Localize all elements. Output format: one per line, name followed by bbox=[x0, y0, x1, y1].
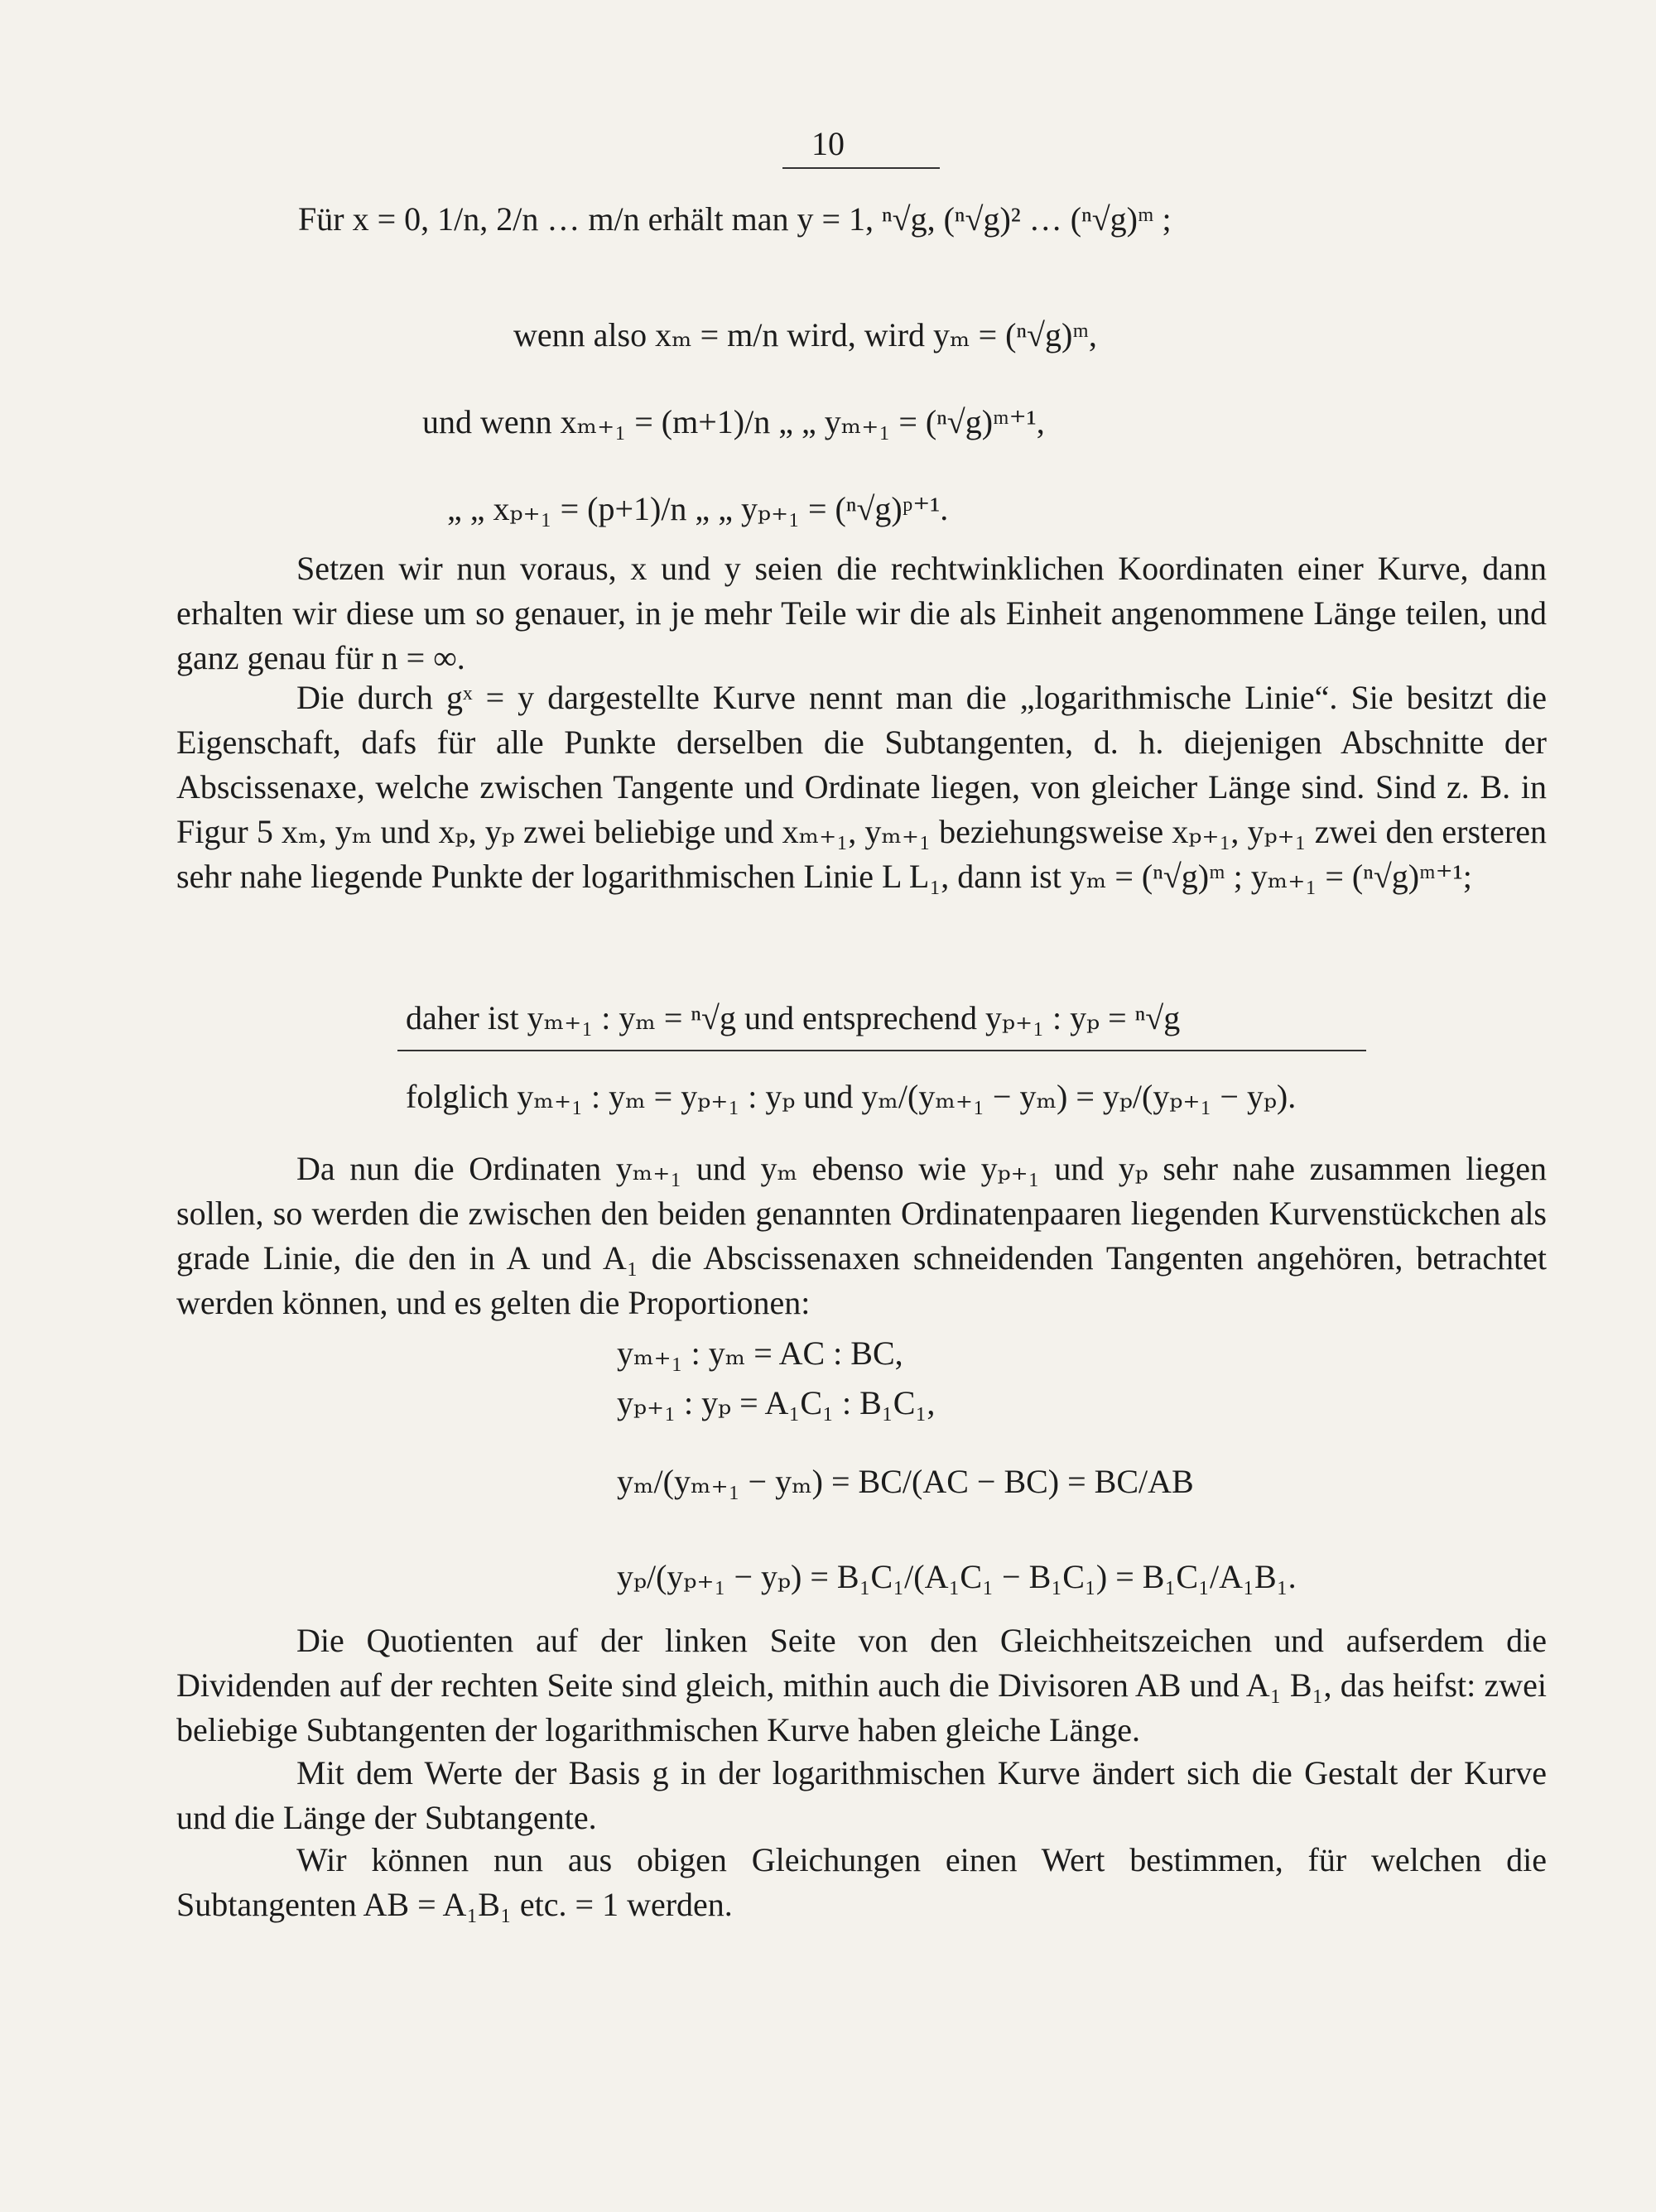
equation-8-text: yₚ₊₁ : yₚ = A₁C₁ : B₁C₁, bbox=[617, 1384, 936, 1421]
equation-2-text: wenn also xₘ = m/n wird, wird yₘ = (ⁿ√g)ᵐ, bbox=[513, 316, 1097, 353]
equation-7 bbox=[617, 1334, 903, 1372]
equation-10 bbox=[617, 1560, 1297, 1594]
page-number: 10 bbox=[811, 125, 845, 162]
paragraph-3: Da nun die Ordinaten yₘ₊₁ und yₘ ebenso wie yₚ₊₁ und yₚ sehr nahe zusammen liegen sollen, so werden die zwischen den beiden genannten Ordinatenpaaren liegenden Kurvenstückchen als grade Linie, die den in A und A₁ die Abscissenaxen schneidenden Tangenten angehören, betrachtet werden können, und es gelten die Proportionen: bbox=[176, 1150, 1547, 1321]
equation-4 bbox=[447, 490, 949, 527]
equation-9 bbox=[617, 1465, 1194, 1498]
equation-5 bbox=[406, 999, 1181, 1036]
equation-1 bbox=[298, 200, 1172, 238]
paragraph-6: Wir können nun aus obigen Gleichungen einen Wert bestimmen, für welchen die Subtangenten AB = A₁B₁ etc. = 1 werden. bbox=[176, 1841, 1547, 1923]
equation-6-text: folglich yₘ₊₁ : yₘ = yₚ₊₁ : yₚ und yₘ/(yₘ₊₁ − yₘ) = yₚ/(yₚ₊₁ − yₚ). bbox=[406, 1078, 1297, 1115]
equation-3 bbox=[422, 403, 1045, 440]
equation-1-text: Für x = 0, 1/n, 2/n … m/n erhält man y = 1, ⁿ√g, (ⁿ√g)² … (ⁿ√g)ᵐ ; bbox=[298, 200, 1172, 238]
paragraph-5: Mit dem Werte der Basis g in der logarithmischen Kurve ändert sich die Gestalt der Kurve und die Länge der Subtangente. bbox=[176, 1754, 1547, 1836]
equation-9-text: yₘ/(yₘ₊₁ − yₘ) = BC/(AC − BC) = BC/AB bbox=[617, 1463, 1194, 1500]
paragraph-1: Setzen wir nun voraus, x und y seien die rechtwinklichen Koordinaten einer Kurve, dann erhalten wir diese um so genauer, in je mehr Teile wir die als Einheit angenommene Länge teilen, und ganz genau für n = ∞. bbox=[176, 550, 1547, 676]
paragraph-4: Die Quotienten auf der linken Seite von den Gleichheitszeichen und aufserdem die Dividenden auf der rechten Seite sind gleich, mithin auch die Divisoren AB und A₁ B₁, das heifst: zwei beliebige Subtangenten der logarithmischen Kurve haben gleiche Länge. bbox=[176, 1622, 1547, 1748]
page-number-rule bbox=[782, 167, 940, 169]
equation-6 bbox=[406, 1080, 1296, 1113]
equation-5-text: daher ist yₘ₊₁ : yₘ = ⁿ√g und entsprechend yₚ₊₁ : yₚ = ⁿ√g bbox=[406, 999, 1181, 1036]
equation-8 bbox=[617, 1384, 936, 1421]
fraction-divider-line bbox=[397, 1050, 1366, 1051]
paragraph-2: Die durch gˣ = y dargestellte Kurve nennt man die „logarithmische Linie“. Sie besitzt die Eigenschaft, dafs für alle Punkte derselben die Subtangenten, d. h. diejenigen Abschnitte der Abscissenaxe, welche zwischen Tangente und Ordinate liegen, von gleicher Länge sind. Sind z. B. in Figur 5 xₘ, yₘ und xₚ, yₚ zwei beliebige und xₘ₊₁, yₘ₊₁ beziehungsweise xₚ₊₁, yₚ₊₁ zwei den ersteren sehr nahe liegende Punkte der logarithmischen Linie L L₁, dann ist yₘ = (ⁿ√g)ᵐ ; yₘ₊₁ = (ⁿ√g)ᵐ⁺¹; bbox=[176, 679, 1547, 895]
equation-10-text: yₚ/(yₚ₊₁ − yₚ) = B₁C₁/(A₁C₁ − B₁C₁) = B₁C₁/A₁B₁. bbox=[617, 1558, 1297, 1595]
equation-2 bbox=[513, 316, 1097, 353]
equation-7-text: yₘ₊₁ : yₘ = AC : BC, bbox=[617, 1334, 903, 1372]
equation-4-text: „ „ xₚ₊₁ = (p+1)/n „ „ yₚ₊₁ = (ⁿ√g)ᵖ⁺¹. bbox=[447, 490, 949, 527]
equation-3-text: und wenn xₘ₊₁ = (m+1)/n „ „ yₘ₊₁ = (ⁿ√g)ᵐ⁺¹, bbox=[422, 403, 1045, 440]
